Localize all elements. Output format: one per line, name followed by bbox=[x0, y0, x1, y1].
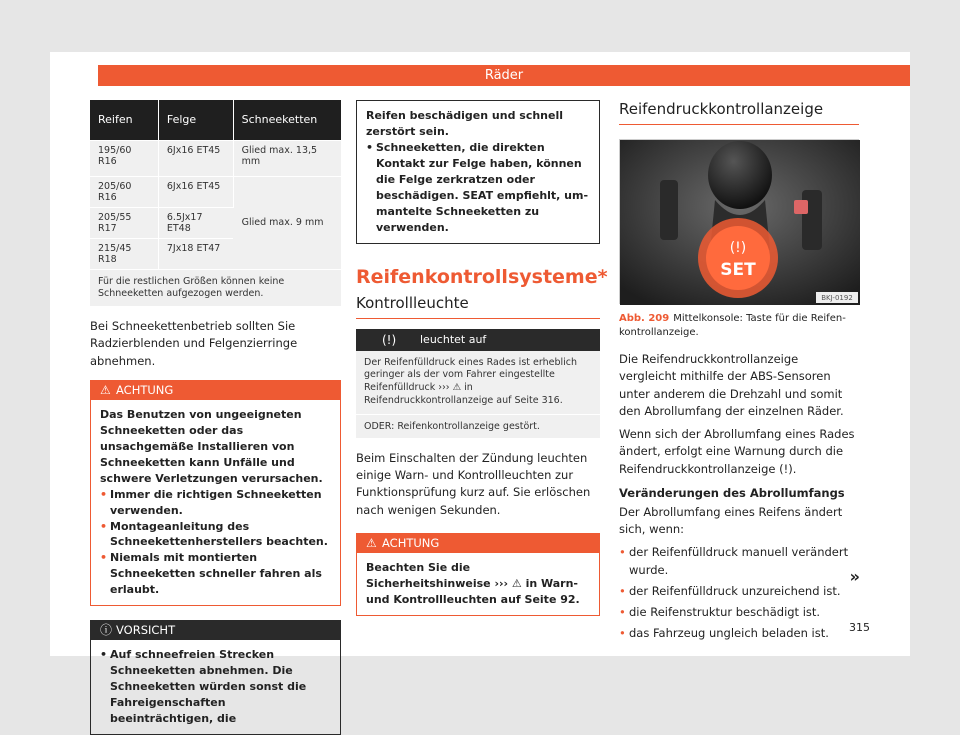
caution-body bbox=[90, 640, 341, 735]
caution-continued-text: Reifen beschädigen und schnell zerstört sein. bbox=[366, 109, 564, 138]
list-item: • der Reifenfülldruck unzureichend ist. bbox=[619, 583, 859, 600]
list-item: • das Fahrzeug ungleich beladen ist. bbox=[619, 625, 859, 642]
tire-pressure-icon: (!) bbox=[729, 240, 747, 256]
tire-pressure-icon: (!) bbox=[382, 332, 397, 347]
subheading: Veränderungen des Abrollumfangs bbox=[619, 485, 845, 500]
column-1 bbox=[90, 100, 341, 735]
warning-triangle-icon: ⚠ bbox=[366, 535, 377, 550]
info-circle-icon: ⓘ bbox=[100, 623, 113, 638]
list-item: • der Reifenfülldruck manuell verändert wurde. bbox=[619, 544, 859, 579]
lamp-description-alt: ODER: Reifenkontrollanzeige gestört. bbox=[356, 415, 600, 438]
table-cell: 205/55 R17 bbox=[90, 207, 158, 238]
list-item: • Immer die richtigen Schneeketten verwenden. bbox=[100, 487, 331, 519]
table-cell: 6Jx16 ET45 bbox=[158, 140, 233, 176]
caution-box bbox=[90, 620, 341, 735]
section-heading: Reifenkontrollsysteme* bbox=[356, 265, 608, 288]
caption-text: Mittelkonsole: Taste für die Reifenkontrollanzeige. bbox=[619, 313, 846, 338]
list-item: • Auf schneefreien Strecken Schneeketten abnehmen. Die Schneeketten würden sonst die Fahreigenschaften beeinträchtigen, die bbox=[100, 647, 331, 727]
table-row bbox=[90, 176, 341, 207]
warning-text: Das Benutzen von ungeeigneten Schneeketten oder das unsachgemäße Installieren von Schneeketten kann Unfälle und schwere Verletzungen verursachen. bbox=[100, 407, 323, 485]
table-row bbox=[90, 140, 341, 176]
caution-header bbox=[90, 620, 341, 640]
warning-box bbox=[90, 380, 341, 606]
table-cell: 6Jx16 ET45 bbox=[158, 176, 233, 207]
list-item: • Montageanleitung des Schneekettenherstellers beachten. bbox=[100, 519, 331, 551]
warning-header bbox=[356, 533, 600, 553]
column-2 bbox=[356, 100, 608, 616]
subsection-heading: Kontrollleuchte bbox=[356, 294, 600, 319]
column-3 bbox=[619, 100, 859, 643]
table-footnote: Für die restlichen Größen können keine Schneeketten aufgezogen werden. bbox=[90, 269, 341, 307]
body-text: Beim Einschalten der Zündung leuchten einige Warn- und Kontrollleuchten zur Funktionsprüfung kurz auf. Sie erlöschen nach wenigen Sekunden. bbox=[356, 450, 591, 517]
warning-triangle-icon: ⚠ bbox=[100, 382, 111, 397]
warning-body bbox=[90, 400, 341, 606]
warning-body: Beachten Sie die Sicherheitshinweise ››› ⚠ in Warn- und Kontrollleuchten auf Seite 92. bbox=[356, 553, 600, 616]
manual-page bbox=[50, 52, 910, 725]
warning-label: ACHTUNG bbox=[382, 535, 440, 550]
section-header: Räder bbox=[98, 65, 910, 86]
intro-text: Bei Schneekettenbetrieb sollten Sie Radzierblenden und Felgenzierringe abnehmen. bbox=[90, 319, 298, 368]
figure-caption bbox=[619, 312, 859, 339]
snow-chain-table bbox=[90, 100, 341, 269]
table-cell: 215/45 R18 bbox=[90, 238, 158, 269]
section-heading: Reifendruckkontrollanzeige bbox=[619, 100, 859, 125]
set-button-label: SET bbox=[720, 260, 756, 280]
table-header: Felge bbox=[158, 100, 233, 140]
list-item: • die Reifenstruktur beschädigt ist. bbox=[619, 604, 859, 621]
table-cell: 205/60 R16 bbox=[90, 176, 158, 207]
table-cell: 6.5Jx17 ET48 bbox=[158, 207, 233, 238]
paragraph: Die Reifendruckkontrollanzeige vergleicht mithilfe der ABS-Sensoren unter anderem die Drehzahl und somit den Abrollumfang der einzelnen Räder. bbox=[619, 352, 844, 418]
table-cell: Glied max. 9 mm bbox=[233, 176, 341, 269]
lamp-description: Der Reifenfülldruck eines Rades ist erheblich geringer als der vom Fahrer eingestellte Reifenfülldruck ››› ⚠ in Reifendruckkontrollanzeige auf Seite 316. bbox=[356, 351, 600, 414]
table-cell: 195/60 R16 bbox=[90, 140, 158, 176]
caution-label: VORSICHT bbox=[116, 623, 176, 638]
warning-header bbox=[90, 380, 341, 400]
continue-marker: » bbox=[849, 567, 860, 586]
table-cell: 7Jx18 ET47 bbox=[158, 238, 233, 269]
list-item: • Niemals mit montierten Schneeketten schneller fahren als erlaubt. bbox=[100, 550, 331, 598]
figure-code: BKJ-0192 bbox=[821, 294, 853, 302]
warning-lamp-header bbox=[356, 329, 600, 351]
warning-label: ACHTUNG bbox=[116, 382, 174, 397]
caution-continued bbox=[356, 100, 600, 244]
list-item: • Schneeketten, die direkten Kontakt zur Felge haben, können die Felge zerkratzen oder beschädigen. SEAT empfiehlt, ummantelte Schneeketten zu verwenden. bbox=[366, 140, 590, 236]
paragraph: Wenn sich der Abrollumfang eines Rades ändert, erfolgt eine Warnung durch die Reifendruckkontrollanzeige (!). bbox=[619, 427, 855, 476]
table-cell: Glied max. 13,5 mm bbox=[233, 140, 341, 176]
table-header: Reifen bbox=[90, 100, 158, 140]
lamp-state-label: leuchtet auf bbox=[420, 332, 487, 346]
warning-box bbox=[356, 533, 600, 616]
page-number: 315 bbox=[849, 621, 870, 634]
console-illustration bbox=[620, 140, 860, 305]
table-header: Schneeketten bbox=[233, 100, 341, 140]
paragraph: Der Abrollumfang eines Reifens ändert sich, wenn: bbox=[619, 504, 843, 536]
console-figure bbox=[619, 139, 859, 304]
figure-label: Abb. 209 bbox=[619, 313, 670, 324]
